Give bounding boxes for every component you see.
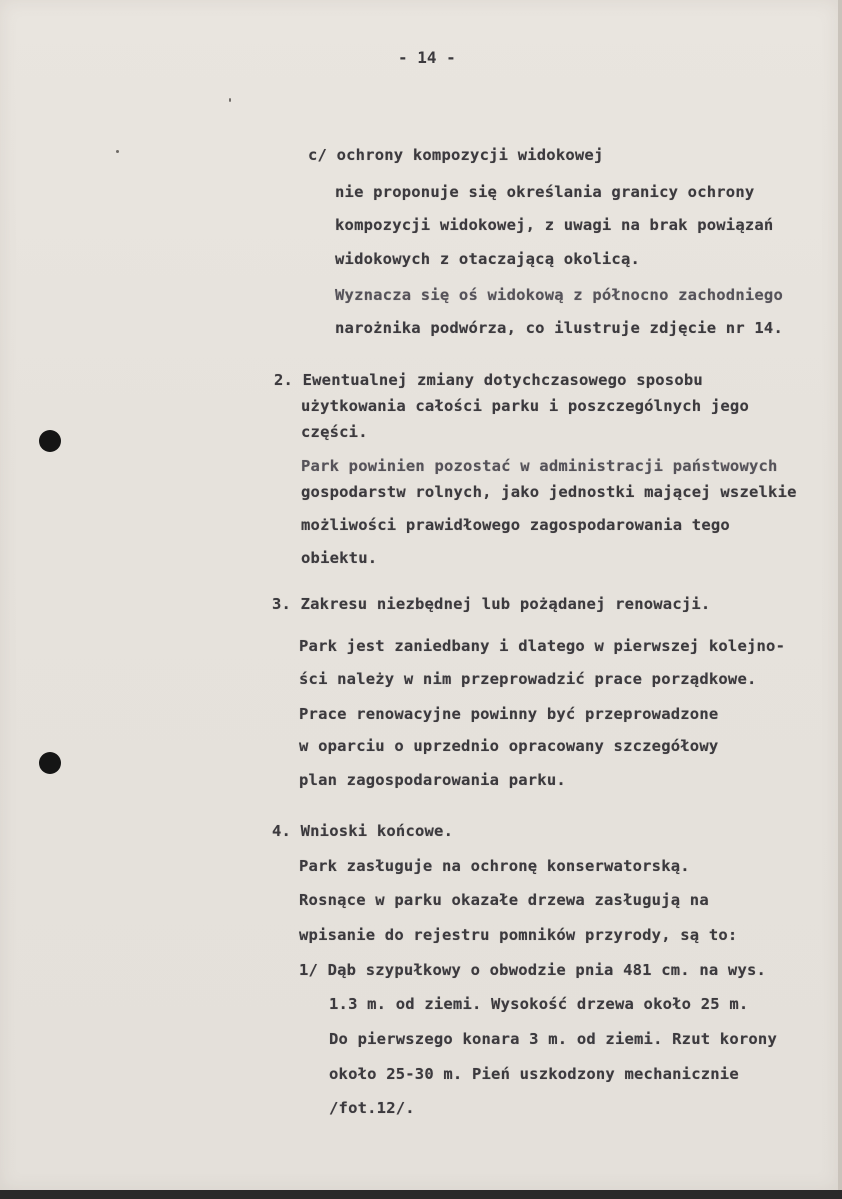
section-2-heading: 2. Ewentualnej zmiany dotychczasowego sposobu	[274, 371, 703, 389]
text-line: 1.3 m. od ziemi. Wysokość drzewa około 25 m.	[329, 995, 749, 1013]
text-line: wpisanie do rejestru pomników przyrody, są to:	[299, 926, 738, 944]
paper-speck	[116, 150, 119, 153]
text-line: plan zagospodarowania parku.	[299, 771, 566, 789]
text-line: ści należy w nim przeprowadzić prace porządkowe.	[299, 670, 757, 688]
section-2-heading-cont: części.	[301, 423, 368, 441]
list-item-1: 1/ Dąb szypułkowy o obwodzie pnia 481 cm. na wys.	[299, 961, 767, 979]
section-4-heading: 4. Wnioski końcowe.	[272, 822, 454, 840]
text-line: możliwości prawidłowego zagospodarowania tego	[301, 516, 730, 534]
text-line: narożnika podwórza, co ilustruje zdjęcie nr 14.	[335, 319, 783, 337]
punch-hole	[39, 752, 61, 774]
text-line: kompozycji widokowej, z uwagi na brak powiązań	[335, 216, 774, 234]
text-line: Prace renowacyjne powinny być przeprowadzone	[299, 705, 719, 723]
section-2-heading-cont: użytkowania całości parku i poszczególnych jego	[301, 397, 749, 415]
subsection-c-heading: c/ ochrony kompozycji widokowej	[308, 146, 604, 164]
text-line: Park powinien pozostać w administracji państwowych	[301, 457, 778, 475]
text-line: Park jest zaniedbany i dlatego w pierwszej kolejno-	[299, 637, 786, 655]
page-number: - 14 -	[398, 48, 456, 67]
scan-right-edge	[838, 0, 842, 1199]
punch-hole	[39, 430, 61, 452]
text-line: Park zasługuje na ochronę konserwatorską.	[299, 857, 690, 875]
text-line: nie proponuje się określania granicy ochrony	[335, 183, 755, 201]
text-line: gospodarstw rolnych, jako jednostki mającej wszelkie	[301, 483, 797, 501]
text-line: /fot.12/.	[329, 1099, 415, 1117]
text-line: w oparciu o uprzednio opracowany szczegółowy	[299, 737, 719, 755]
text-line: obiektu.	[301, 549, 378, 567]
text-line: Do pierwszego konara 3 m. od ziemi. Rzut korony	[329, 1030, 777, 1048]
text-line: Rosnące w parku okazałe drzewa zasługują na	[299, 891, 709, 909]
text-line: Wyznacza się oś widokową z północno zachodniego	[335, 286, 783, 304]
section-3-heading: 3. Zakresu niezbędnej lub pożądanej renowacji.	[272, 595, 711, 613]
text-line: widokowych z otaczającą okolicą.	[335, 250, 641, 268]
paper-speck	[229, 98, 231, 102]
text-line: około 25-30 m. Pień uszkodzony mechanicznie	[329, 1065, 739, 1083]
scan-bottom-edge	[0, 1190, 842, 1199]
